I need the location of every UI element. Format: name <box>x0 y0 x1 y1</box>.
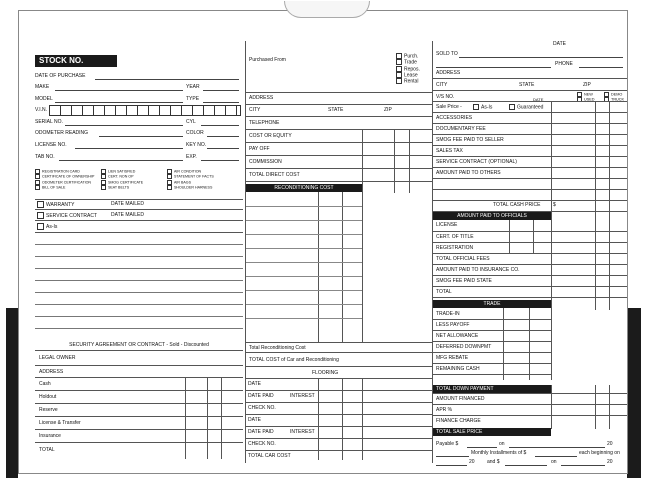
sale-price-label: Sale Price - <box>436 104 462 110</box>
year-label: YEAR <box>186 84 200 90</box>
total-cost-car-label: TOTAL COST of Car and Reconditioning <box>249 357 339 363</box>
purchase-option[interactable]: Lease <box>396 72 420 78</box>
total-reconditioning-label: Total Reconditioning Cost <box>249 345 306 351</box>
pay-off-label: PAY OFF <box>249 146 270 152</box>
license-no-field[interactable] <box>75 148 183 149</box>
commission-label: COMMISSION <box>249 159 282 165</box>
flooring-date-label: DATE <box>248 381 261 387</box>
checklist-item[interactable]: SHOULDER HARNESS <box>167 185 243 190</box>
purchase-option[interactable]: Repos. <box>396 66 420 72</box>
new-option[interactable]: NEW <box>577 92 595 97</box>
cost-column <box>245 41 432 463</box>
checklist-item[interactable]: SEAT BELTS <box>101 185 167 190</box>
monthly-installments-label: Monthly Installments of $ <box>471 450 527 456</box>
date-of-purchase-label: DATE OF PURCHASE <box>35 73 86 79</box>
sold-to-field[interactable] <box>459 57 623 58</box>
accessories-label: ACCESSORIES <box>436 115 473 121</box>
smog-fee-state-label: SMOG FEE PAID STATE <box>436 278 492 284</box>
flooring-check-no-label: CHECK NO. <box>248 405 276 411</box>
truck-option[interactable]: TRUCK <box>604 97 624 102</box>
checklist-item[interactable]: REGISTRATION CARD <box>35 169 101 174</box>
mid-city-label: CITY <box>249 107 261 113</box>
serial-no-field[interactable] <box>65 125 183 126</box>
cost-or-equity-label: COST OR EQUITY <box>249 133 292 139</box>
checklist-item[interactable]: ODOMETER CERTIFICATION <box>35 180 101 185</box>
final-amount-field[interactable] <box>505 465 547 466</box>
demo-option[interactable]: DEMO <box>604 92 624 97</box>
security-agreement-title: SECURITY AGREEMENT OR CONTRACT - Sold - Discounted <box>69 342 209 348</box>
year-20-label-2: 20 <box>469 459 475 465</box>
color-label: COLOR <box>186 130 204 136</box>
date-mailed-label: DATE MAILED <box>111 201 144 207</box>
registration-label: REGISTRATION <box>436 245 474 251</box>
stock-no-label: STOCK NO. <box>35 55 117 67</box>
vs-no-label: V/S NO. <box>436 94 455 100</box>
flooring-date-paid2-label: DATE PAID <box>248 429 274 435</box>
sold-to-field-2[interactable] <box>436 67 551 68</box>
sale-column <box>432 41 627 463</box>
year-field[interactable] <box>203 90 239 91</box>
amount-paid-officials-header: AMOUNT PAID TO OFFICIALS <box>433 212 551 220</box>
on-label-2: on <box>551 459 557 465</box>
remaining-cash-label: REMAINING CASH <box>436 366 480 372</box>
sales-tax-label: SALES TAX <box>436 148 463 154</box>
total-sale-price-header: TOTAL SALE PRICE <box>433 428 551 436</box>
total-cash-price-label: TOTAL CASH PRICE <box>493 202 541 208</box>
left-tab <box>6 308 18 478</box>
make-field[interactable] <box>55 90 183 91</box>
security-total-label: TOTAL <box>39 447 55 453</box>
as-is-checkbox[interactable]: As-Is <box>37 223 57 231</box>
service-contract-checkbox[interactable]: SERVICE CONTRACT <box>37 212 97 220</box>
checklist-item[interactable]: LIEN SATISFIED <box>101 169 167 174</box>
serial-no-label: SERIAL NO. <box>35 119 63 125</box>
insurance-co-label: AMOUNT PAID TO INSURANCE CO. <box>436 267 520 273</box>
date-of-purchase-field[interactable] <box>95 79 239 80</box>
legal-owner-label: LEGAL OWNER <box>39 355 76 361</box>
model-label: MODEL <box>35 96 53 102</box>
checklist-item[interactable]: CERTIFICATE OF OWNERSHIP <box>35 174 101 179</box>
officials-total-label: TOTAL <box>436 289 452 295</box>
type-field[interactable] <box>203 102 239 103</box>
flooring-interest2-label: INTEREST <box>290 429 315 435</box>
year-20-label-3: 20 <box>607 459 613 465</box>
phone-label: PHONE <box>555 61 573 67</box>
buyer-city-label: CITY <box>436 82 448 88</box>
amount-financed-label: AMOUNT FINANCED <box>436 396 485 402</box>
purchase-option[interactable]: Trade <box>396 59 420 65</box>
mid-address-label: ADDRESS <box>249 95 274 101</box>
warranty-checkbox[interactable]: WARRANTY <box>37 201 74 209</box>
guaranteed-option[interactable]: Guaranteed <box>509 104 543 111</box>
net-allowance-label: NET ALLOWANCE <box>436 333 479 339</box>
flooring-label: FLOORING <box>312 370 339 376</box>
make-label: MAKE <box>35 84 50 90</box>
key-no-field[interactable] <box>207 148 239 149</box>
flooring-date2-label: DATE <box>248 417 261 423</box>
payable-field[interactable] <box>467 447 497 448</box>
reserve-label: Reserve <box>39 407 58 413</box>
buyer-address-label: ADDRESS <box>436 70 461 76</box>
date-label: DATE <box>553 41 566 47</box>
vin-boxes[interactable] <box>49 105 241 116</box>
on-label: on <box>499 441 505 447</box>
model-field[interactable] <box>55 102 183 103</box>
beginning-date-field[interactable] <box>436 465 467 466</box>
installment-amount-field[interactable] <box>535 456 577 457</box>
license-transfer-label: License & Transfer <box>39 420 81 426</box>
and-dollar-label: and $ <box>487 459 500 465</box>
dollar-sign: $ <box>553 202 556 208</box>
license-fee-label: LICENSE <box>436 222 458 228</box>
purchase-option[interactable]: Purch. <box>396 53 420 59</box>
documentary-fee-label: DOCUMENTARY FEE <box>436 126 486 132</box>
color-field[interactable] <box>207 136 239 137</box>
mid-state-label: STATE <box>328 107 344 113</box>
cert-of-title-label: CERT. OF TITLE <box>436 234 474 240</box>
odometer-label: ODOMETER READING <box>35 130 89 136</box>
deferred-downpmt-label: DEFERRED DOWNPMT <box>436 344 492 350</box>
phone-field[interactable] <box>579 67 623 68</box>
security-address-label: ADDRESS <box>39 369 64 375</box>
mfg-rebate-label: MFG REBATE <box>436 355 469 361</box>
finance-charge-label: FINANCE CHARGE <box>436 418 481 424</box>
service-contract-label: SERVICE CONTRACT (OPTIONAL) <box>436 159 517 165</box>
flooring-check-no2-label: CHECK NO. <box>248 441 276 447</box>
date-mailed-label: DATE MAILED <box>111 212 144 218</box>
thumb-cut <box>284 1 370 18</box>
less-payoff-label: LESS PAYOFF <box>436 322 470 328</box>
vehicle-column <box>35 11 243 463</box>
tab-no-label: TAB NO. <box>35 154 55 160</box>
trade-header: TRADE <box>433 300 551 308</box>
payable-label: Payable $ <box>436 441 459 447</box>
each-beginning-label: each beginning on <box>579 450 620 456</box>
reconditioning-cost-header: RECONDITIONING COST <box>246 184 362 192</box>
payable-on-field[interactable] <box>509 447 605 448</box>
key-no-label: KEY NO. <box>186 142 207 148</box>
exp-field[interactable] <box>201 160 239 161</box>
cash-label: Cash <box>39 381 51 387</box>
holdout-label: Holdout <box>39 394 57 400</box>
apr-label: APR % <box>436 407 453 413</box>
vs-date-label: DATE <box>533 97 544 102</box>
trade-in-label: TRADE-IN <box>436 311 460 317</box>
purchase-option[interactable]: Rental <box>396 78 420 84</box>
flooring-date-paid-label: DATE PAID <box>248 393 274 399</box>
insurance-label: Insurance <box>39 433 61 439</box>
total-car-cost-label: TOTAL CAR COST <box>248 453 291 459</box>
checklist-item[interactable]: AIR CONDITION <box>167 169 243 174</box>
checklist-item[interactable]: BILL OF SALE <box>35 185 101 190</box>
mid-zip-label: ZIP <box>384 107 392 113</box>
cyl-label: CYL <box>186 119 196 125</box>
buyer-zip-label: ZIP <box>583 82 591 88</box>
total-direct-cost-label: TOTAL DIRECT COST <box>249 172 300 178</box>
amount-paid-others-label: AMOUNT PAID TO OTHERS <box>436 170 501 176</box>
cyl-field[interactable] <box>201 125 239 126</box>
deal-jacket <box>18 10 628 474</box>
odometer-field[interactable] <box>99 136 183 137</box>
smog-fee-seller-label: SMOG FEE PAID TO SELLER <box>436 137 504 143</box>
vin-label: V.I.N. <box>35 107 48 113</box>
checklist-item[interactable]: STATEMENT OF FACTS <box>167 174 243 179</box>
as-is-option[interactable]: As-Is <box>473 104 492 111</box>
checklist-item[interactable]: AIR BAGS <box>167 180 243 185</box>
sold-to-label: SOLD TO <box>436 51 458 57</box>
tab-no-field[interactable] <box>59 160 183 161</box>
license-no-label: LICENSE NO. <box>35 142 67 148</box>
exp-label: EXP. <box>186 154 197 160</box>
total-down-payment-header: TOTAL DOWN PAYMENT <box>433 385 551 393</box>
used-option[interactable]: USED <box>577 97 595 102</box>
final-date-field[interactable] <box>561 465 605 466</box>
type-label: TYPE <box>186 96 200 102</box>
purchased-from-label: Purchased From <box>249 57 286 63</box>
checklist-item[interactable]: SMOG CERTIFICATE <box>101 180 167 185</box>
flooring-interest-label: INTEREST <box>290 393 315 399</box>
checklist-item[interactable]: CERT. NON OP <box>101 174 167 179</box>
document-checklist <box>35 169 243 191</box>
total-official-fees-label: TOTAL OFFICIAL FEES <box>436 256 490 262</box>
purchase-type-options <box>396 53 420 85</box>
telephone-label: TELEPHONE <box>249 120 280 126</box>
installments-count-field[interactable] <box>436 456 469 457</box>
buyer-state-label: STATE <box>519 82 535 88</box>
right-tab <box>627 308 641 478</box>
year-20-label: 20 <box>607 441 613 447</box>
